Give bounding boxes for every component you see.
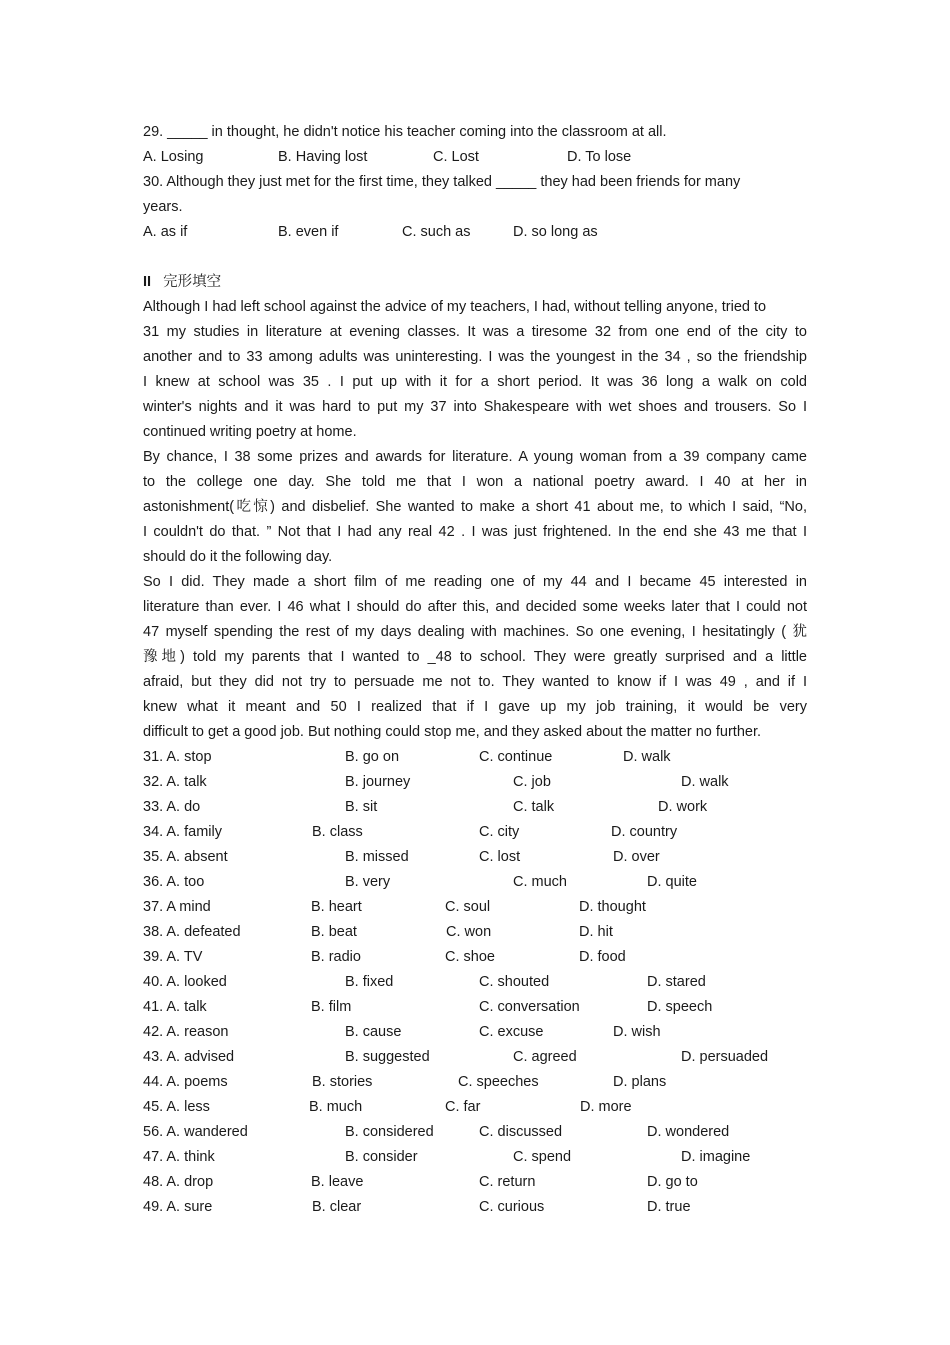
option-c: C. conversation [479, 999, 580, 1015]
passage-line: afraid, but they did not try to persuade me not to. They wanted to know if I was 49 , and if I [143, 674, 807, 690]
option-c: C. won [446, 924, 492, 940]
question-row [143, 1120, 807, 1145]
option-c: C. curious [479, 1199, 545, 1215]
option-c: C. talk [513, 799, 555, 815]
passage-line: I couldn't do that. ” Not that I had any real 42 . I was just frightened. In the end she 43 me that I [143, 524, 807, 540]
option-a: A. as if [143, 224, 188, 240]
passage-line: difficult to get a good job. But nothing could stop me, and they asked about the matter no further. [143, 724, 761, 740]
passage-line: winter's nights and it was hard to put my 37 into Shakespeare with wet shoes and trousers. So I [143, 399, 807, 415]
option-c: C. return [479, 1174, 536, 1190]
option-b: B. fixed [345, 974, 394, 990]
option-a: 32. A. talk [143, 774, 207, 790]
option-b: B. consider [345, 1149, 418, 1165]
passage-line: 31 my studies in literature at evening classes. It was a tiresome 32 from one end of the city to [143, 324, 807, 340]
option-b: B. class [312, 824, 363, 840]
option-c: C. city [479, 824, 520, 840]
passage-line: to the college one day. She told me that I won a national poetry award. I 40 at her in [143, 474, 807, 490]
passage-line: So I did. They made a short film of me reading one of my 44 and I became 45 interested in [143, 574, 807, 590]
option-d: D. more [580, 1099, 632, 1115]
option-b: B. leave [311, 1174, 364, 1190]
passage-line: I knew at school was 35 . I put up with it for a short period. It was 36 long a walk on cold [143, 374, 807, 390]
question-row [143, 1020, 807, 1045]
option-a: 56. A. wandered [143, 1124, 248, 1140]
option-c: C. continue [479, 749, 553, 765]
option-b: B. cause [345, 1024, 402, 1040]
option-d: D. wish [613, 1024, 661, 1040]
option-a: 49. A. sure [143, 1199, 213, 1215]
option-c: C. agreed [513, 1049, 577, 1065]
question-30-options [143, 220, 807, 245]
question-row [143, 995, 807, 1020]
option-d: D. over [613, 849, 660, 865]
option-d: D. work [658, 799, 708, 815]
option-b: B. sit [345, 799, 378, 815]
option-a: 47. A. think [143, 1149, 215, 1165]
question-row [143, 1045, 807, 1070]
option-b: B. go on [345, 749, 400, 765]
cloze-questions [143, 745, 807, 1220]
question-row [143, 945, 807, 970]
option-c: C. job [513, 774, 551, 790]
option-c: C. shouted [479, 974, 550, 990]
option-c: C. lost [479, 849, 521, 865]
question-row [143, 1145, 807, 1170]
passage-line: continued writing poetry at home. [143, 424, 357, 440]
option-d: D. quite [647, 874, 697, 890]
passage-line: Although I had left school against the advice of my teachers, I had, without telling anyone, tried to [143, 299, 767, 315]
passage-line: literature than ever. I 46 what I should do after this, and decided some weeks later that I could not [143, 599, 807, 615]
option-a: 43. A. advised [143, 1049, 235, 1065]
option-a: 39. A. TV [143, 949, 203, 965]
option-c: C. far [445, 1099, 481, 1115]
question-row [143, 845, 807, 870]
question-row [143, 795, 807, 820]
option-a: 48. A. drop [143, 1174, 214, 1190]
option-b: B. missed [345, 849, 409, 865]
option-d: D. plans [613, 1074, 667, 1090]
option-d: D. To lose [567, 149, 632, 165]
question-row [143, 1195, 807, 1220]
option-c: C. discussed [479, 1124, 563, 1140]
option-b: B. clear [312, 1199, 362, 1215]
passage-line: another and to 33 among adults was uninteresting. I was the youngest in the 34 , so the friendship [143, 349, 807, 365]
option-a: A. Losing [143, 149, 204, 165]
cloze-passage [143, 295, 807, 745]
option-d: D. speech [647, 999, 713, 1015]
option-d: D. so long as [513, 224, 598, 240]
option-d: D. thought [579, 899, 646, 915]
option-c: C. speeches [458, 1074, 539, 1090]
document-page [143, 120, 807, 1220]
option-c: C. Lost [433, 149, 479, 165]
passage-line: astonishment(吃惊) and disbelief. She wanted to make a short 41 about me, to which I said, “No, [143, 499, 807, 515]
section-heading [143, 270, 807, 295]
question-row [143, 1170, 807, 1195]
option-a: 36. A. too [143, 874, 205, 890]
option-d: D. walk [623, 749, 671, 765]
option-a: 40. A. looked [143, 974, 227, 990]
option-b: B. journey [345, 774, 411, 790]
question-row [143, 745, 807, 770]
question-row [143, 970, 807, 995]
question-row [143, 770, 807, 795]
option-c: C. such as [402, 224, 471, 240]
option-a: 37. A mind [143, 899, 211, 915]
question-row [143, 1095, 807, 1120]
option-a: 45. A. less [143, 1099, 210, 1115]
option-b: B. very [345, 874, 391, 890]
option-c: C. shoe [445, 949, 495, 965]
passage-line: By chance, I 38 some prizes and awards for literature. A young woman from a 39 company came [143, 449, 807, 465]
option-d: D. country [611, 824, 678, 840]
option-b: B. suggested [345, 1049, 430, 1065]
question-30-stem: 30. Although they just met for the first time, they talked _____ they had been friends for many [143, 174, 741, 190]
option-d: D. stared [647, 974, 706, 990]
passage-line: 豫地) told my parents that I wanted to _48 to school. They were greatly surprised and a little [143, 649, 807, 665]
option-d: D. imagine [681, 1149, 751, 1165]
option-d: D. true [647, 1199, 691, 1215]
option-b: B. radio [311, 949, 361, 965]
question-row [143, 895, 807, 920]
option-b: B. stories [312, 1074, 373, 1090]
option-d: D. walk [681, 774, 729, 790]
option-c: C. excuse [479, 1024, 544, 1040]
option-a: 31. A. stop [143, 749, 212, 765]
option-a: 41. A. talk [143, 999, 207, 1015]
option-b: B. considered [345, 1124, 434, 1140]
option-b: B. beat [311, 924, 357, 940]
option-d: D. wondered [647, 1124, 730, 1140]
option-a: 35. A. absent [143, 849, 228, 865]
question-29-stem: 29. _____ in thought, he didn't notice his teacher coming into the classroom at all. [143, 124, 667, 140]
option-b: B. Having lost [278, 149, 368, 165]
passage-line: should do it the following day. [143, 549, 333, 565]
question-row [143, 820, 807, 845]
option-b: B. much [309, 1099, 363, 1115]
option-b: B. heart [311, 899, 362, 915]
passage-line: knew what it meant and 50 I realized that if I gave up my job training, it would be very [143, 699, 807, 715]
option-d: D. persuaded [681, 1049, 769, 1065]
passage-line: 47 myself spending the rest of my days dealing with machines. So one evening, I hesitatingly ( 犹 [143, 624, 807, 640]
option-d: D. hit [579, 924, 613, 940]
option-a: 34. A. family [143, 824, 222, 840]
option-a: 42. A. reason [143, 1024, 229, 1040]
section-numeral: II [143, 274, 152, 290]
question-row [143, 870, 807, 895]
option-d: D. food [579, 949, 626, 965]
option-c: C. much [513, 874, 567, 890]
question-row [143, 1070, 807, 1095]
question-row [143, 920, 807, 945]
question-30-stem-cont: years. [143, 199, 183, 215]
option-a: 38. A. defeated [143, 924, 241, 940]
option-c: C. spend [513, 1149, 572, 1165]
option-a: 44. A. poems [143, 1074, 228, 1090]
option-c: C. soul [445, 899, 491, 915]
question-29-options [143, 145, 807, 170]
option-a: 33. A. do [143, 799, 201, 815]
section-title: 完形填空 [163, 274, 222, 290]
option-d: D. go to [647, 1174, 698, 1190]
option-b: B. even if [278, 224, 339, 240]
option-b: B. film [311, 999, 352, 1015]
